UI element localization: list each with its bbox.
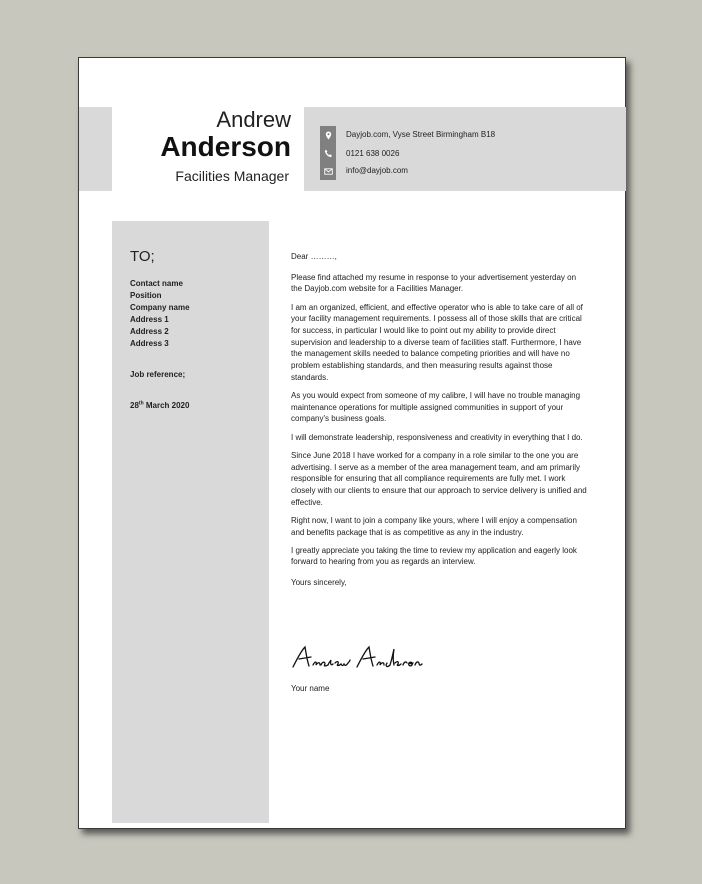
phone-icon xyxy=(320,145,336,161)
recipient-sidebar xyxy=(112,221,269,823)
recipient-position: Position xyxy=(130,291,162,300)
closing: Yours sincerely, xyxy=(291,578,347,588)
email-icon xyxy=(320,163,336,179)
recipient-contact-name: Contact name xyxy=(130,279,183,288)
to-heading: TO; xyxy=(130,248,155,265)
contact-email: info@dayjob.com xyxy=(346,166,408,175)
contact-address: Dayjob.com, Vyse Street Birmingham B18 xyxy=(346,130,496,139)
job-title: Facilities Manager xyxy=(175,168,289,184)
letter-paragraph: Right now, I want to join a company like yours, where I will enjoy a compensation and benefits package that is as competitive as any in the industry. xyxy=(291,515,577,537)
recipient-company-name: Company name xyxy=(130,303,190,312)
job-reference: Job reference; xyxy=(130,370,186,379)
letter-paragraph: I will demonstrate leadership, responsiveness and creativity in everything that I do. xyxy=(291,432,583,442)
recipient-address-3: Address 3 xyxy=(130,339,169,348)
signature xyxy=(291,641,451,675)
location-pin-icon xyxy=(320,127,336,143)
cover-letter-page xyxy=(78,57,626,829)
contact-phone: 0121 638 0026 xyxy=(346,149,400,158)
recipient-address-1: Address 1 xyxy=(130,315,169,324)
letter-paragraph: I am an organized, efficient, and effective operator who is able to take care of all of your facility management requirements. I possess all of those skills that are critical for success, in particular I would like to point out my ability to provide direct supervision and leadership to a diverse team of facilities staff. Furthermore, I have the management skills needed to balance competing priorities and will have no problem establishing standards, and then measuring results against those standards. xyxy=(291,302,583,382)
salutation: Dear ………, xyxy=(291,252,337,261)
first-name: Andrew xyxy=(216,107,291,132)
letter-paragraph: As you would expect from someone of my calibre, I will have no trouble managing maintenance operations for multiple assigned communities in support of your company's business goals. xyxy=(291,391,581,424)
letter-date: 28th March 2020 xyxy=(130,400,190,410)
last-name: Anderson xyxy=(160,131,291,162)
letter-paragraph: Since June 2018 I have worked for a company in a role similar to the one you are advertising. I serve as a member of the area management team, and am primarily responsible for ensuring that all compliance requirements are fully met. I work closely with our clients to ensure that our approach to service delivery is unified and effective. xyxy=(291,450,587,507)
letter-paragraph: I greatly appreciate you taking the time to review my application and eagerly look forward to hearing from you as regards an interview. xyxy=(291,545,577,567)
recipient-address-2: Address 2 xyxy=(130,327,169,336)
contact-icon-column xyxy=(320,126,336,180)
header-left-band xyxy=(79,107,112,191)
your-name: Your name xyxy=(291,684,330,693)
letter-body xyxy=(291,251,589,595)
letter-paragraph: Please find attached my resume in response to your advertisement yesterday on the Dayjob.com website for a Facilities Manager. xyxy=(291,272,577,294)
